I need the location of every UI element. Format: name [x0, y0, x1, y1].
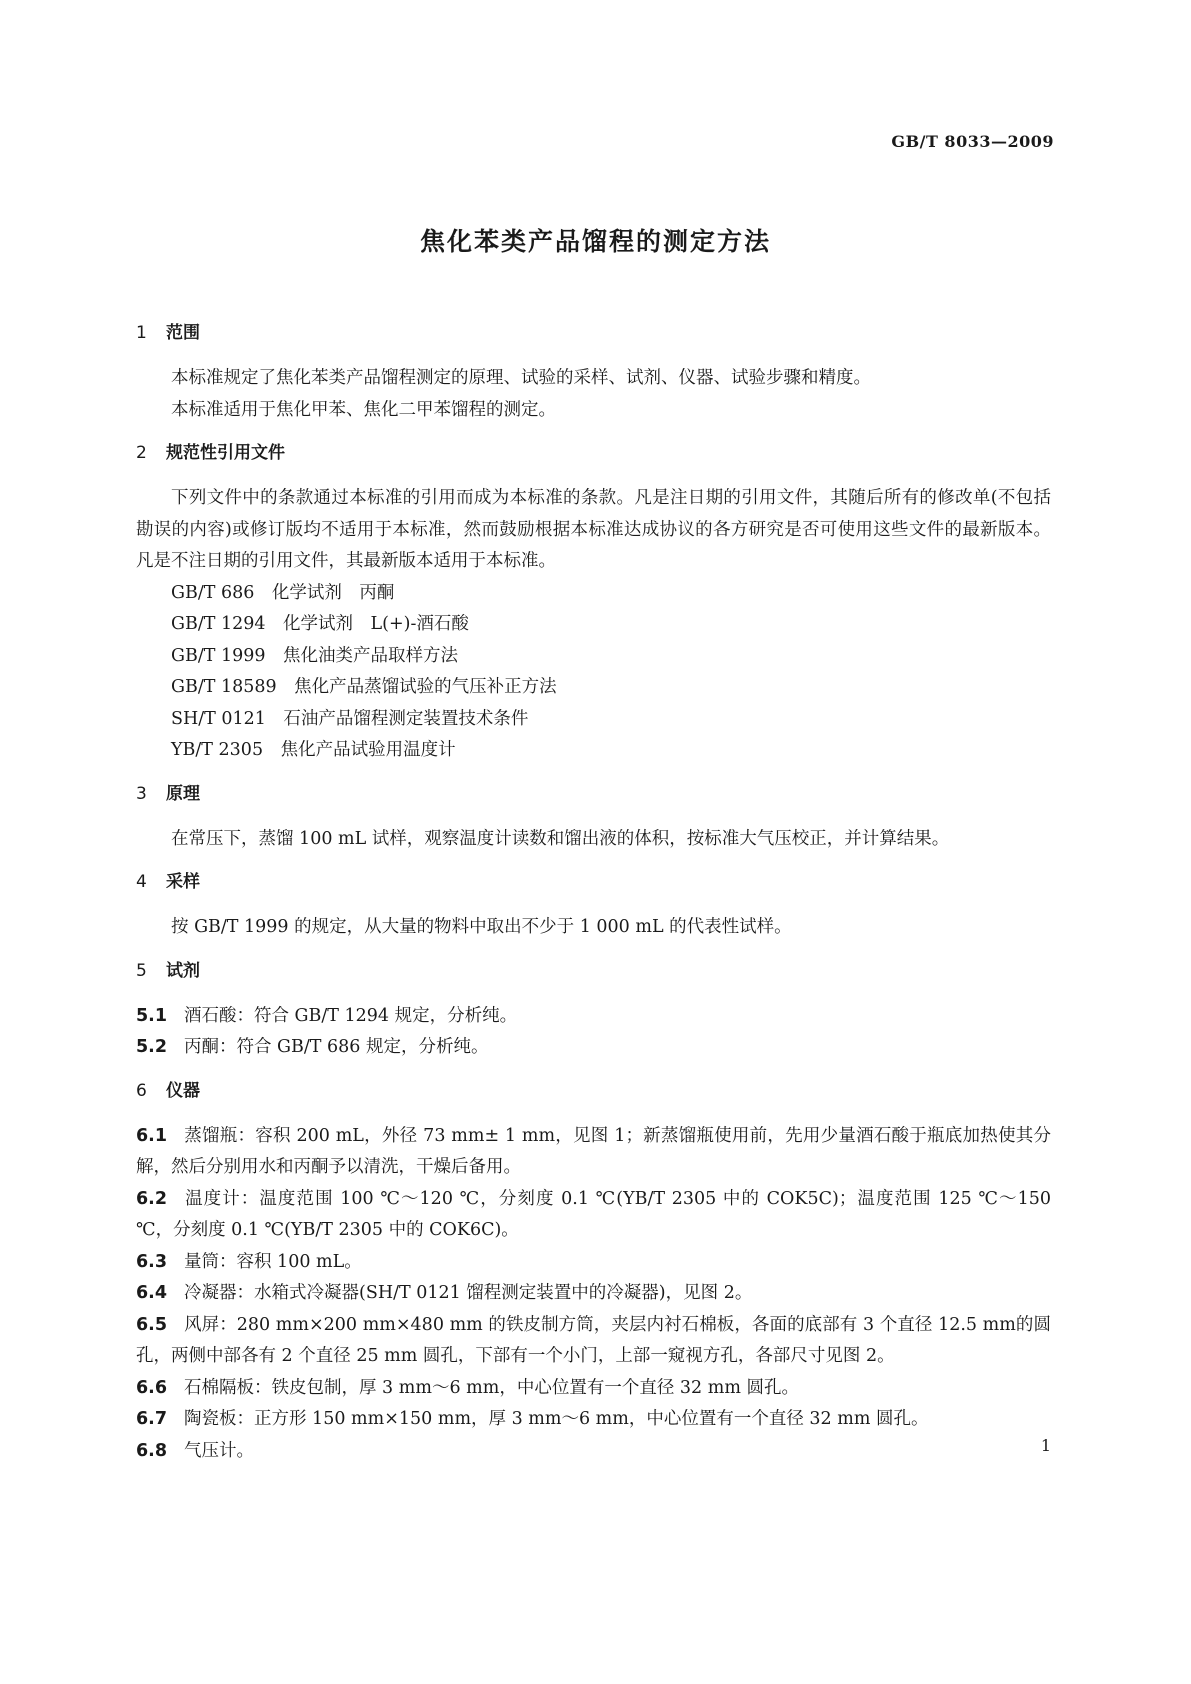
reference-code: YB/T 2305 — [171, 740, 264, 760]
section-title: 范围 — [166, 323, 200, 343]
paragraph: 下列文件中的条款通过本标准的引用而成为本标准的条款。凡是注日期的引用文件，其随后所有的修改单(不包括勘误的内容)或修订版均不适用于本标准，然而鼓励根据本标准达成协议的各方研究是否可使用这些文件的最新版本。凡是不注日期的引用文件，其最新版本适用于本标准。 — [136, 488, 1051, 571]
section — [136, 1076, 1051, 1468]
clause-text: 风屏：280 mm×200 mm×480 mm 的铁皮制方筒，夹层内衬石棉板，各面的底部有 3 个直径 12.5 mm的圆孔，两侧中部各有 2 个直径 25 mm 圆孔，下部有一个小门，上部一窥视方孔，各部尺寸见图 2。 — [136, 1314, 1051, 1366]
section-title: 原理 — [166, 783, 200, 804]
clause-item — [136, 1373, 1051, 1405]
clause-number: 6.7 — [136, 1409, 168, 1429]
clause-item — [136, 1278, 1051, 1310]
section-title: 规范性引用文件 — [166, 443, 285, 463]
reference-title: 焦化油类产品取样方法 — [283, 645, 459, 666]
clause-text: 气压计。 — [184, 1440, 254, 1461]
clause-item — [136, 1310, 1051, 1373]
clause-number: 6.8 — [136, 1440, 168, 1461]
reference-gap — [266, 614, 284, 634]
reference-title: 化学试剂 丙酮 — [271, 582, 395, 603]
clause-number: 6.2 — [136, 1188, 168, 1209]
reference-title: 焦化产品试验用温度计 — [280, 740, 456, 760]
clause-item — [136, 1247, 1051, 1279]
reference-code: GB/T 1294 — [171, 614, 266, 634]
clause-number: 5.2 — [136, 1037, 168, 1057]
clause-item — [136, 1121, 1051, 1184]
clause-item — [136, 1404, 1051, 1436]
reference-item — [136, 609, 1051, 641]
section-title: 采样 — [166, 872, 200, 892]
clause-item — [136, 1001, 1051, 1033]
section-heading — [136, 867, 1051, 898]
section-number: 1 — [136, 323, 147, 343]
reference-gap — [254, 583, 272, 603]
clause-text: 石棉隔板：铁皮包制，厚 3 mm～6 mm，中心位置有一个直径 32 mm 圆孔。 — [184, 1377, 799, 1398]
section-number: 3 — [136, 783, 147, 804]
reference-gap — [266, 709, 284, 729]
section — [136, 318, 1051, 426]
reference-gap — [266, 646, 284, 666]
reference-gap — [277, 677, 295, 697]
page-number: 1 — [1040, 1436, 1051, 1455]
clause-item — [136, 1436, 1051, 1468]
clause-text: 量筒：容积 100 mL。 — [184, 1251, 362, 1272]
reference-title: 石油产品馏程测定装置技术条件 — [283, 708, 529, 729]
section-number: 5 — [136, 960, 147, 981]
paragraph: 在常压下，蒸馏 100 mL 试样，观察温度计读数和馏出液的体积，按标准大气压校正，并计算结果。 — [171, 828, 950, 849]
reference-title: 焦化产品蒸馏试验的气压补正方法 — [294, 677, 557, 697]
section-heading — [136, 779, 1051, 810]
section-number: 6 — [136, 1080, 147, 1101]
paragraph: 本标准规定了焦化苯类产品馏程测定的原理、试验的采样、试剂、仪器、试验步骤和精度。 — [171, 368, 871, 388]
reference-item — [136, 672, 1051, 704]
reference-item — [136, 704, 1051, 736]
reference-item — [136, 641, 1051, 673]
clause-item — [136, 1184, 1051, 1247]
clause-number: 6.1 — [136, 1125, 168, 1146]
clause-text: 温度计：温度范围 100 ℃～120 ℃，分刻度 0.1 ℃(YB/T 2305 中的 COK5C)；温度范围 125 ℃～150 ℃，分刻度 0.1 ℃(YB/T 2305 中的 COK6C)。 — [136, 1188, 1051, 1240]
section-heading — [136, 1076, 1051, 1107]
clause-text: 蒸馏瓶：容积 200 mL，外径 73 mm± 1 mm，见图 1；新蒸馏瓶使用前，先用少量酒石酸于瓶底加热使其分解，然后分别用水和丙酮予以清洗，干燥后备用。 — [136, 1125, 1051, 1177]
clause-number: 6.6 — [136, 1377, 168, 1398]
document-body — [136, 318, 1051, 1479]
section — [136, 779, 1051, 856]
reference-code: GB/T 1999 — [171, 645, 266, 666]
reference-title: 化学试剂 L(+)-酒石酸 — [283, 614, 469, 634]
section-number: 4 — [136, 872, 147, 892]
standard-code: GB/T 8033—2009 — [891, 132, 1054, 151]
section-heading — [136, 956, 1051, 987]
clause-number: 6.4 — [136, 1283, 168, 1303]
paragraph: 按 GB/T 1999 的规定，从大量的物料中取出不少于 1 000 mL 的代表性试样。 — [171, 917, 792, 937]
paragraph: 本标准适用于焦化甲苯、焦化二甲苯馏程的测定。 — [171, 399, 556, 420]
section — [136, 867, 1051, 944]
clause-text: 酒石酸：符合 GB/T 1294 规定，分析纯。 — [184, 1005, 518, 1026]
reference-item — [136, 735, 1051, 767]
clause-number: 6.3 — [136, 1251, 168, 1272]
document-title: 焦化苯类产品馏程的测定方法 — [419, 227, 771, 256]
clause-text: 冷凝器：水箱式冷凝器(SH/T 0121 馏程测定装置中的冷凝器)，见图 2。 — [184, 1283, 753, 1303]
reference-code: SH/T 0121 — [171, 708, 266, 729]
section-title: 仪器 — [166, 1080, 200, 1101]
clause-text: 丙酮：符合 GB/T 686 规定，分析纯。 — [184, 1037, 489, 1057]
section-heading — [136, 318, 1051, 349]
section-heading — [136, 438, 1051, 469]
reference-item — [136, 578, 1051, 610]
section — [136, 956, 1051, 1064]
section — [136, 438, 1051, 767]
reference-code: GB/T 18589 — [171, 677, 277, 697]
section-number: 2 — [136, 443, 147, 463]
clause-number: 5.1 — [136, 1005, 168, 1026]
reference-gap — [263, 740, 281, 760]
section-title: 试剂 — [166, 960, 200, 981]
clause-item — [136, 1032, 1051, 1064]
reference-code: GB/T 686 — [171, 582, 255, 603]
clause-number: 6.5 — [136, 1314, 168, 1335]
clause-text: 陶瓷板：正方形 150 mm×150 mm，厚 3 mm～6 mm，中心位置有一个直径 32 mm 圆孔。 — [184, 1409, 929, 1429]
